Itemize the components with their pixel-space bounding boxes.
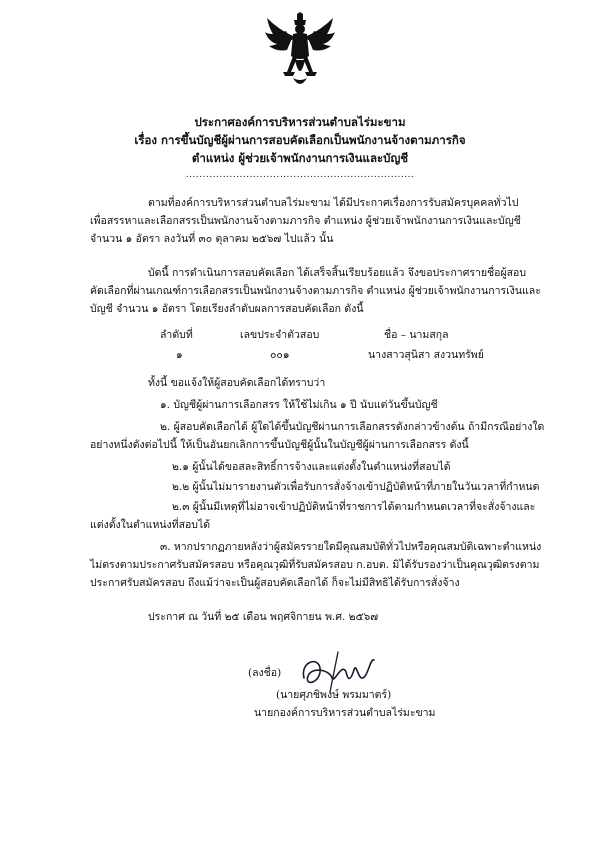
condition-2-3-line1: ๒.๓ ผู้นั้นมีเหตุที่ไม่อาจเข้าปฏิบัติหน้าที่ราชการได้ตามกำหนดเวลาที่จะสั่งจ้างและ [172, 501, 536, 513]
condition-2-3-line2: แต่งตั้งในตำแหน่งที่สอบได้ [90, 519, 211, 531]
signer-name: (นายศุภชิพงษ์ พรมมาตร์) [276, 689, 392, 701]
para1-line3: จำนวน ๑ อัตรา ลงวันที่ ๓๐ ตุลาคม ๒๕๖๗ ไปแล้ว นั้น [90, 233, 334, 245]
announcement-subject: เรื่อง การขึ้นบัญชีผู้ผ่านการสอบคัดเลือกเป็นพนักงานจ้างตามภารกิจ [134, 133, 466, 147]
condition-3-line2: ไม่ตรงตามประกาศรับสมัครสอบ หรือคุณวุฒิที่รับสมัครสอบ ก.อบต. มิได้รับรองว่าเป็นคุณวุฒิตรงตาม [90, 559, 540, 571]
table-header-exam-id: เลขประจำตัวสอบ [240, 329, 320, 341]
para2-line2: คัดเลือกที่ผ่านเกณฑ์การเลือกสรรเป็นพนักงานจ้างตามภารกิจ ตำแหน่ง ผู้ช่วยเจ้าพนักงานการเงินและ [90, 285, 541, 297]
condition-2-1: ๒.๑ ผู้นั้นได้ขอสละสิทธิ์การจ้างและแต่งตั้งในตำแหน่งที่สอบได้ [172, 461, 451, 473]
header-divider: .................................................................... [185, 170, 415, 180]
table-row-order: ๑ [176, 349, 183, 361]
condition-1: ๑. บัญชีผู้ผ่านการเลือกสรร ให้ใช้ไม่เกิน ๑ ปี นับแต่วันขึ้นบัญชี [160, 399, 438, 411]
table-row-exam-id: ๐๐๑ [270, 349, 290, 361]
table-header-name: ชื่อ – นามสกุล [384, 329, 449, 341]
garuda-emblem-icon [263, 12, 337, 90]
condition-3-line3: ประกาศรับสมัครสอบ ถึงแม้ว่าจะเป็นผู้สอบคัดเลือกได้ ก็จะไม่มีสิทธิได้รับการสั่งจ้าง [90, 577, 460, 589]
condition-2-line2: อย่างหนึ่งดังต่อไปนี้ ให้เป็นอันยกเลิกการขึ้นบัญชีผู้นั้นในบัญชีผู้ผ่านการเลือกสรร ดังนี้ [90, 439, 469, 451]
condition-3-line1: ๓. หากปรากฏภายหลังว่าผู้สมัครรายใดมีคุณสมบัติทั่วไปหรือคุณสมบัติเฉพาะตำแหน่ง [160, 541, 542, 553]
para1-line2: เพื่อสรรหาและเลือกสรรเป็นพนักงานจ้างตามภารกิจ ตำแหน่ง ผู้ช่วยเจ้าพนักงานการเงินและบัญชี [90, 215, 521, 227]
para1-line1: ตามที่องค์การบริหารส่วนตำบลไร่มะขาม ได้มีประกาศเรื่องการรับสมัครบุคคลทั่วไป [148, 197, 519, 209]
table-header-order: ลำดับที่ [160, 329, 193, 341]
condition-2-line1: ๒. ผู้สอบคัดเลือกได้ ผู้ใดได้ขึ้นบัญชีผ่านการเลือกสรรดังกล่าวข้างต้น ถ้ามีกรณีอย่างใด [160, 421, 545, 433]
announcement-position: ตำแหน่ง ผู้ช่วยเจ้าพนักงานการเงินและบัญชี [191, 151, 409, 165]
para2-line1: บัดนี้ การดำเนินการสอบคัดเลือก ได้เสร็จสิ้นเรียบร้อยแล้ว จึงขอประกาศรายชื่อผู้สอบ [148, 267, 527, 279]
announcement-date: ประกาศ ณ วันที่ ๒๕ เดือน พฤศจิกายน พ.ศ. ๒๕๖๗ [148, 611, 379, 623]
signer-title: นายกองค์การบริหารส่วนตำบลไร่มะขาม [254, 707, 436, 719]
table-row-name: นางสาวสุนิสา สงวนทรัพย์ [368, 349, 484, 361]
conditions-intro: ทั้งนี้ ขอแจ้งให้ผู้สอบคัดเลือกได้ทราบว่า [148, 377, 326, 389]
sign-label: (ลงชื่อ) [248, 667, 282, 679]
announcement-title: ประกาศองค์การบริหารส่วนตำบลไร่มะขาม [194, 115, 406, 129]
para2-line3: บัญชี จำนวน ๑ อัตรา โดยเรียงลำดับผลการสอบคัดเลือก ดังนี้ [90, 303, 364, 315]
condition-2-2: ๒.๒ ผู้นั้นไม่มารายงานตัวเพื่อรับการสั่งจ้างเข้าปฏิบัติหน้าที่ภายในวันเวลาที่กำหนด [172, 481, 540, 493]
